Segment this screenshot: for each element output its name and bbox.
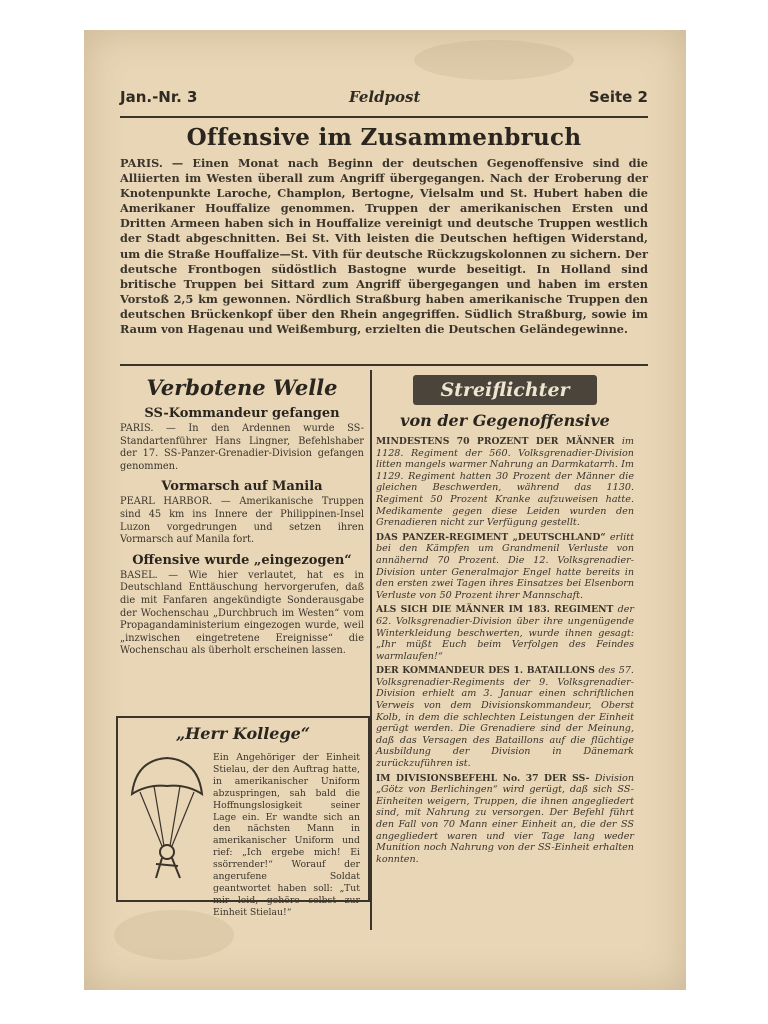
verbotene-welle-title: Verbotene Welle (146, 375, 338, 400)
box-body: Ein Angehöriger der Einheit Stielau, der den Auftrag hatte, in amerikanischer Uniform abzuspringen, sah bald die Hoffnungslosigkeit seiner Lage ein. Er wandte sich an den nächsten Mann in amerikanischer Uniform und rief: „Ich ergebe mich! Ei ssörrender!“ Worauf der angerufene Soldat geantwortet haben soll: „Tut mir leid, gehöre selbst zur Einheit Stielau!“ (213, 752, 360, 918)
list-item: ALS SICH DIE MÄNNER IM 183. REGIMENT der 62. Volksgrenadier-Division über ihre ungenügende Winterkleidung beschwerten, wurde ihnen gesagt: „Ihr müßt Euch beim Verfolgen des Feindes warmlaufen!“ (376, 604, 634, 662)
streiflichter-items (376, 436, 634, 865)
section-body: PEARL HARBOR. — Amerikanische Truppen sind 45 km ins Innere der Philippinen-Insel Luzon vorgedrungen und setzen ihren Vormarsch auf Manila fort. (120, 496, 364, 546)
list-item: IM DIVISIONSBEFEHL No. 37 DER SS- Division „Götz von Berlichingen“ wird gerügt, daß sich SS-Einheiten weigern, Truppen, die ihnen angegliedert sind, mit Nahrung zu versorgen. Der Befehl führt den Fall von 70 Mann einer Einheit an, die der SS angegliedert waren und vier Tage lang weder Munition noch Nahrung von der SS-Einheit erhalten konnten. (376, 772, 634, 865)
box-title: „Herr Kollege“ (175, 724, 311, 743)
lead-article-body: PARIS. — Einen Monat nach Beginn der deutschen Gegenoffensive sind die Alliierten im Westen überall zum Angriff übergegangen. Nach der Eroberung der Knotenpunkte Laroche, Champlon, Bertogne, Vielsalm und St. Hubert haben die Amerikaner Houffalize genommen. Truppen der amerikanischen Ersten und Dritten Armeen haben sich in Houffalize vereinigt und deutsche Truppen westlich der Stadt abgeschnitten. Bei St. Vith leisten die Deutschen heftigen Widerstand, um die Straße Houffalize—St. Vith für deutsche Rückzugskolonnen zu sichern. Der deutsche Frontbogen südöstlich Bastogne wurde beseitigt. In Holland sind britische Truppen bei Sittard zum Angriff übergegangen und haben im ersten Vorstoß 2,5 km gewonnen. Nördlich Straßburg haben amerikanische Truppen den deutschen Brückenkopf über den Rhein angegriffen. Südlich Straßburg, sowie im Raum von Hagenau und Weißemburg, erzielten die Deutschen Geländegewinne. (120, 156, 648, 337)
section-rule (120, 364, 648, 366)
list-item: DER KOMMANDEUR DES 1. BATAILLONS des 57. Volksgrenadier-Regiments der 9. Volksgrenadier-Division erhielt am 3. Januar einen schriftlichen Verweis von dem Divisionskommandeur, Oberst Kolb, in dem die schlechten Leistungen der Einheit gerügt werden. Die Grenadiere sind der Meinung, daß das Versagen des Bataillons auf die flüchtige Ausbildung der Division in Dänemark zurückzuführen ist. (376, 665, 634, 770)
list-item: MINDESTENS 70 PROZENT DER MÄNNER im 1128. Regiment der 560. Volksgrenadier-Division litten mangels warmer Nahrung an Darmkatarrh. Im 1129. Regiment hatten 30 Prozent der Männer die gleichen Beschwerden, während das 1130. Regiment 50 Prozent Kranke aufzuweisen hatte. Medikamente gegen diese Leiden wurden den Grenadieren nicht zur Verfügung gestellt. (376, 436, 634, 529)
herr-kollege-box (116, 716, 370, 918)
header-rule (120, 116, 648, 118)
newspaper-page (84, 30, 686, 990)
right-column (376, 375, 634, 868)
streiflichter-subtitle: von der Gegenoffensive (400, 411, 610, 430)
masthead: Feldpost (349, 88, 421, 106)
paper-stain (414, 40, 574, 80)
column-divider (370, 370, 372, 930)
page-number: Seite 2 (588, 88, 648, 106)
section-body: BASEL. — Wie hier verlautet, hat es in Deutschland Enttäuschung hervorgerufen, daß die mit Fanfaren angekündigte Sonderausgabe der Wochenschau „Durchbruch im Westen“ vom Propagandaministerium eingezogen wurde, weil „inzwischen eingetretene Ereignisse“ die Wochenschau als überholt erscheinen lassen. (120, 569, 364, 657)
parachutist-illustration-icon (126, 754, 208, 886)
left-column (120, 375, 364, 658)
page-header (120, 88, 648, 110)
section-title: SS-Kommandeur gefangen (144, 406, 340, 421)
streiflichter-stamp: Streiflichter (413, 375, 597, 405)
list-item: DAS PANZER-REGIMENT „DEUTSCHLAND“ erlitt bei den Kämpfen um Grandmenil Verluste von annähernd 70 Prozent. Die 12. Volksgrenadier-Division unter Generalmajor Engel hatte bereits in den ersten zwei Tagen ihres Einsatzes bei Elsenborn Verluste von 50 Prozent ihrer Mannschaft. (376, 531, 634, 601)
section-title: Offensive wurde „eingezogen“ (132, 552, 352, 568)
section-body: PARIS. — In den Ardennen wurde SS-Standartenführer Hans Lingner, Befehlshaber der 17. SS-Panzer-Grenadier-Division gefangen genommen. (120, 423, 364, 472)
issue-number: Jan.-Nr. 3 (120, 88, 198, 106)
section-title: Vormarsch auf Manila (161, 479, 323, 495)
lead-article-title: Offensive im Zusammenbruch (186, 124, 582, 151)
